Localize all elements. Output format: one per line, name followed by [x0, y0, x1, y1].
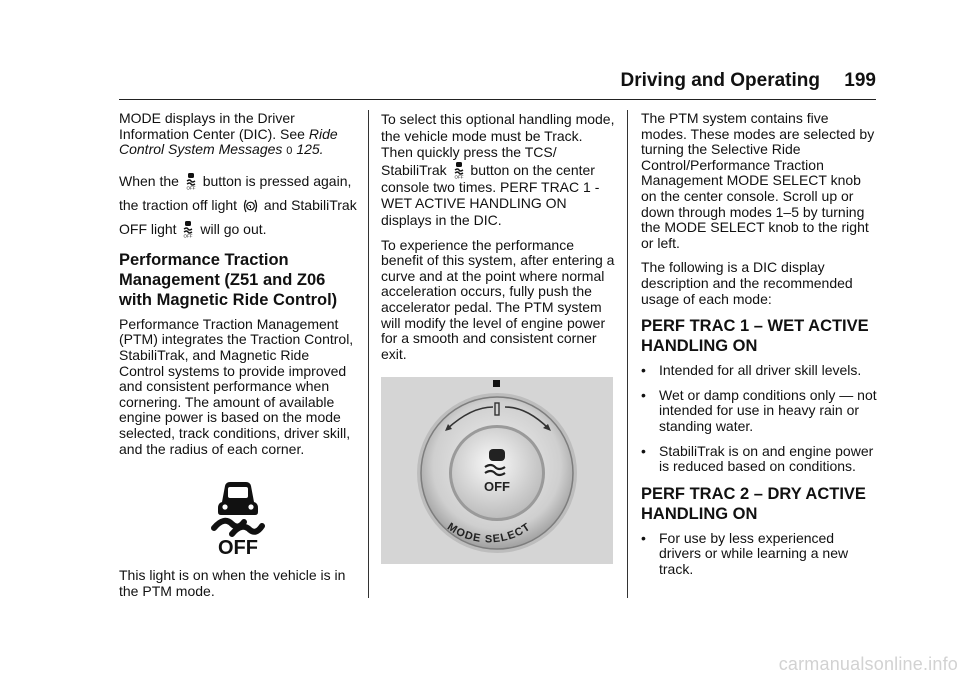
mode-select-knob-photo [381, 377, 613, 564]
bullet-mark: • [641, 529, 646, 546]
column-divider-right [627, 110, 628, 598]
stabilitrak-off-light-icon [182, 220, 194, 238]
paragraph-text: When the [119, 172, 179, 189]
svg-text:OFF: OFF [183, 233, 193, 238]
heading-perf-trac-2: PERF TRAC 2 – DRY ACTIVE HANDLING ON [641, 484, 866, 523]
heading-perf-trac-1: PERF TRAC 1 – WET ACTIVE HANDLING ON [641, 317, 869, 356]
period: . [319, 141, 324, 158]
knob-mode-select-label: MODE SELECT [445, 520, 533, 546]
paragraph-dic-description: The following is a DIC display description and the recommended usage of each mode: [641, 259, 853, 307]
paragraph-ptm-modes: The PTM system contains five modes. These modes are selected by turning the Selective Ride Control/Performance Traction Management MODE SELECT knob on the center console. Scroll up or down through modes 1–5 by turning the MODE SELECT knob to the right or left. [641, 110, 875, 251]
traction-off-light-icon [243, 198, 258, 214]
list-item [641, 444, 877, 475]
svg-text:OFF: OFF [186, 185, 196, 190]
paragraph-text: and StabiliTrak OFF light [119, 196, 357, 237]
column-middle [381, 111, 617, 371]
paragraph-ptm-description: Performance Traction Management (PTM) integrates the Traction Control, StabiliTrak, and Magnetic Ride Control systems to provide improved and consistent performance when cornering. The amount of available engine power is based on the mode selected, track conditions, driver skill, and the radius of each corner. [119, 315, 354, 457]
paragraph-traction-off [119, 169, 357, 241]
list-item-text: Wet or damp conditions only — not intended for use in heavy rain or standing water. [659, 386, 877, 434]
ptm-indicator-light-icon [210, 478, 266, 556]
list-item-text: For use by less experienced drivers or while learning a new track. [659, 529, 849, 577]
list-item-text: Intended for all driver skill levels. [659, 362, 862, 379]
column-divider-left [368, 110, 369, 598]
stabilitrak-button-icon [453, 161, 465, 179]
paragraph-text: button on the center console two times. PERF TRAC 1 - WET ACTIVE HANDLING ON displays in the DIC. [381, 161, 600, 228]
cross-reference-link[interactable]: Ride Control System Messages [119, 125, 338, 158]
paragraph-text: button is pressed again, the traction off light [119, 172, 352, 213]
list-item [641, 363, 877, 379]
column-right [641, 111, 877, 586]
page-number: 199 [844, 70, 876, 91]
paragraph-ptm-light: This light is on when the vehicle is in the PTM mode. [119, 567, 346, 599]
bullet-mark: • [641, 362, 646, 379]
header-rule [119, 99, 876, 100]
stabilitrak-button-icon [185, 172, 197, 190]
watermark: carmanualsonline.info [778, 654, 958, 674]
paragraph-dic-mode [119, 111, 357, 160]
list-item-text: StabiliTrak is on and engine power is reduced based on conditions. [659, 442, 874, 475]
list-item [641, 388, 877, 435]
svg-text:OFF: OFF [454, 174, 464, 179]
paragraph-text: MODE displays in the Driver Information Center (DIC). See [119, 110, 309, 142]
bullet-mark: • [641, 386, 646, 403]
paragraph-performance-benefit: To experience the performance benefit of this system, after entering a curve and at the point where normal acceleration occurs, fully push the accelerator pedal. The PTM system will modify the level of engine power for a smooth and consistent corner exit. [381, 236, 615, 362]
section-title: Driving and Operating [620, 70, 820, 91]
paragraph-select-mode [381, 111, 617, 229]
bullet-mark: • [641, 442, 646, 459]
ptm-icon-off-label: OFF [218, 537, 258, 556]
knob-off-label: OFF [484, 479, 510, 494]
heading-performance-traction-management: Performance Traction Management (Z51 and Z06 with Magnetic Ride Control) [119, 250, 338, 309]
list-item [641, 531, 877, 578]
paragraph-text: will go out. [200, 220, 267, 237]
column-left [119, 110, 357, 599]
mode-select-knob-illustration [381, 377, 613, 564]
page-arrow-glyph: 0 [286, 145, 293, 158]
cross-reference-page[interactable]: 125 [296, 141, 320, 158]
paragraph-text: To select this optional handling mode, the vehicle mode must be Track. Then quickly press the TCS/ StabiliTrak [381, 111, 615, 178]
